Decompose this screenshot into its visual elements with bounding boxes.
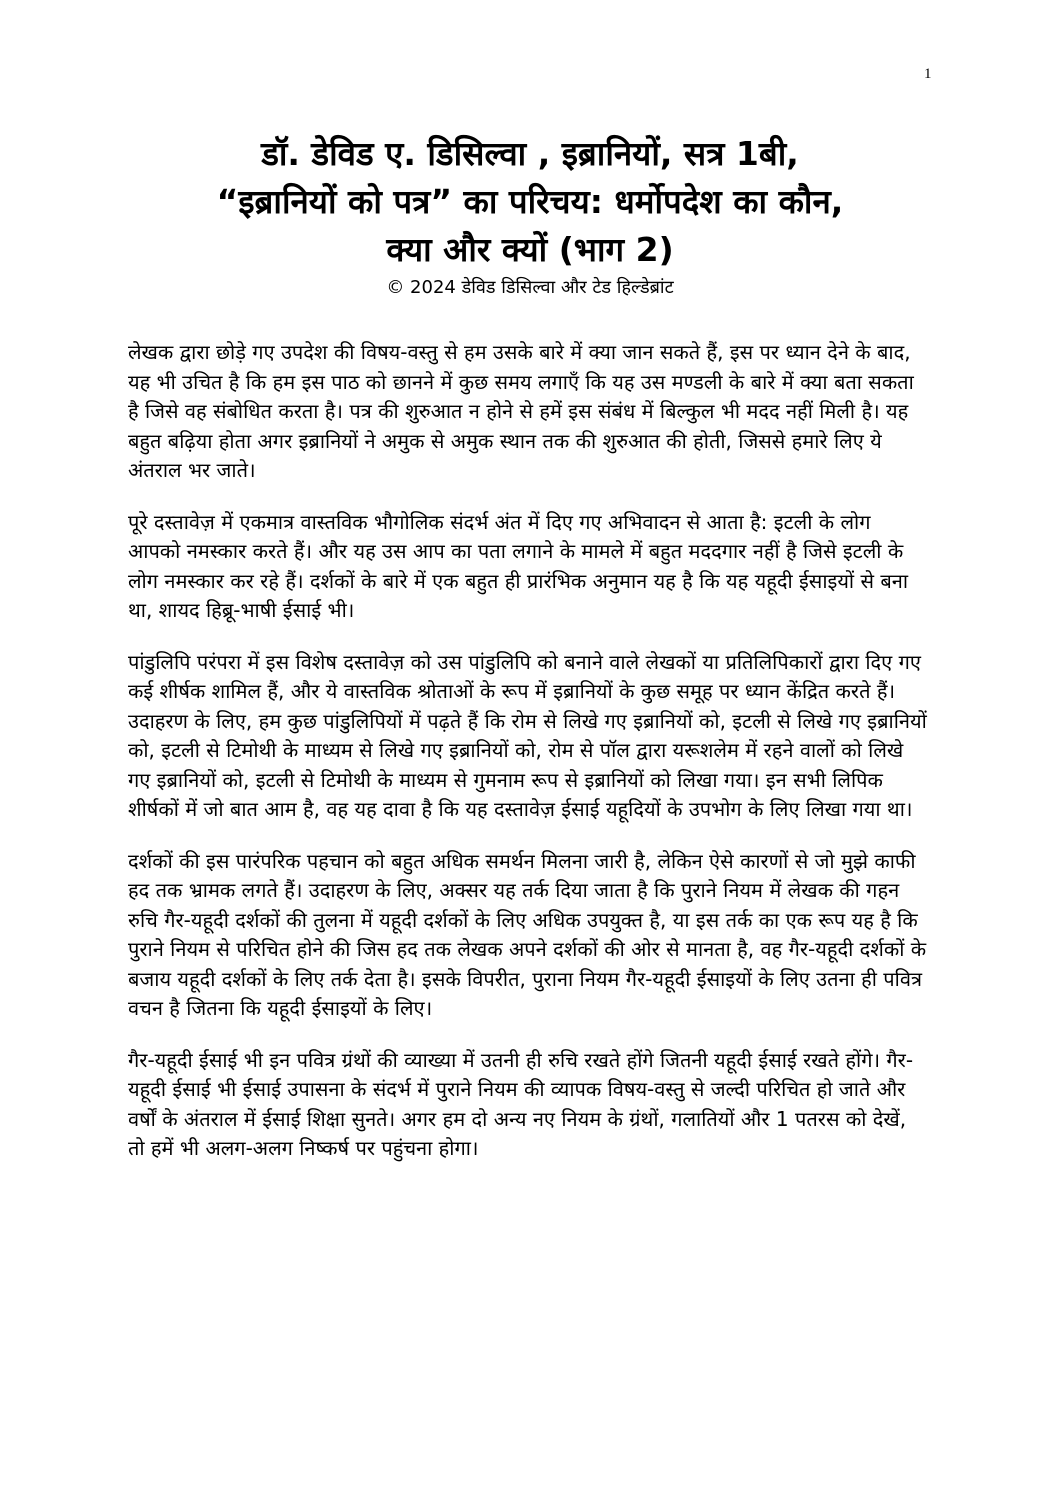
document-title: [120, 130, 940, 274]
paragraph: गैर-यहूदी ईसाई भी इन पवित्र ग्रंथों की व्याख्या में उतनी ही रुचि रखते होंगे जितनी यहूदी ईसाई रखते होंगे। गैर-यहूदी ईसाई भी ईसाई उपासना के संदर्भ में पुराने नियम की व्यापक विषय-वस्तु से जल्दी परिचित हो जाते और वर्षों के अंतराल में ईसाई शिक्षा सुनते। अगर हम दो अन्य नए नियम के ग्रंथों, गलातियों और 1 पतरस को देखें, तो हमें भी अलग-अलग निष्कर्ष पर पहुंचना होगा।: [128, 1047, 914, 1160]
paragraph: पूरे दस्तावेज़ में एकमात्र वास्तविक भौगोलिक संदर्भ अंत में दिए गए अभिवादन से आता है: इटली के लोग आपको नमस्कार करते हैं। और यह उस आप का पता लगाने के मामले में बहुत मददगार नहीं है जिसे इटली के लोग नमस्कार कर रहे हैं। दर्शकों के बारे में एक बहुत ही प्रारंभिक अनुमान यह है कि यह यहूदी ईसाइयों से बना था, शायद हिब्रू-भाषी ईसाई भी।: [128, 509, 909, 622]
document-header: [120, 130, 940, 300]
page-number: 1: [924, 66, 932, 82]
title-line-2: “इब्रानियों को पत्र” का परिचय: धर्मोपदेश का कौन,: [216, 182, 844, 221]
copyright-notice: © 2024 डेविड डिसिल्वा और टेड हिल्डेब्रांट: [386, 277, 674, 298]
document-body: [128, 338, 928, 1186]
paragraph: लेखक द्वारा छोड़े गए उपदेश की विषय-वस्तु से हम उसके बारे में क्या जान सकते हैं, इस पर ध्यान देने के बाद, यह भी उचित है कि हम इस पाठ को छानने में कुछ समय लगाएँ कि यह उस मण्डली के बारे में क्या बता सकता है जिसे वह संबोधित करता है। पत्र की शुरुआत न होने से हमें इस संबंध में बिल्कुल भी मदद नहीं मिली है। यह बहुत बढ़िया होता अगर इब्रानियों ने अमुक से अमुक स्थान तक की शुरुआत की होती, जिससे हमारे लिए ये अंतराल भर जाते।: [128, 340, 914, 482]
title-line-3: क्या और क्यों (भाग 2): [386, 230, 674, 269]
paragraph: दर्शकों की इस पारंपरिक पहचान को बहुत अधिक समर्थन मिलना जारी है, लेकिन ऐसे कारणों से जो मुझे काफी हद तक भ्रामक लगते हैं। उदाहरण के लिए, अक्सर यह तर्क दिया जाता है कि पुराने नियम में लेखक की गहन रुचि गैर-यहूदी दर्शकों की तुलना में यहूदी दर्शकों के लिए अधिक उपयुक्त है, या इस तर्क का एक रूप यह है कि पुराने नियम से परिचित होने की जिस हद तक लेखक अपने दर्शकों की ओर से मानता है, वह गैर-यहूदी दर्शकों के बजाय यहूदी दर्शकों के लिए तर्क देता है। इसके विपरीत, पुराना नियम गैर-यहूदी ईसाइयों के लिए उतना ही पवित्र वचन है जितना कि यहूदी ईसाइयों के लिए।: [128, 848, 927, 1020]
paragraph: पांडुलिपि परंपरा में इस विशेष दस्तावेज़ को उस पांडुलिपि को बनाने वाले लेखकों या प्रतिलिपिकारों द्वारा दिए गए कई शीर्षक शामिल हैं, और ये वास्तविक श्रोताओं के रूप में इब्रानियों के कुछ समूह पर ध्यान केंद्रित करते हैं। उदाहरण के लिए, हम कुछ पांडुलिपियों में पढ़ते हैं कि रोम से लिखे गए इब्रानियों को, इटली से लिखे गए इब्रानियों को, इटली से टिमोथी के माध्यम से लिखे गए इब्रानियों को, रोम से पॉल द्वारा यरूशलेम में रहने वालों को लिखे गए इब्रानियों को, इटली से टिमोथी के माध्यम से गुमनाम रूप से इब्रानियों को लिखा गया। इन सभी लिपिक शीर्षकों में जो बात आम है, वह यह दावा है कि यह दस्तावेज़ ईसाई यहूदियों के उपभोग के लिए लिखा गया था।: [128, 649, 927, 821]
title-line-1: डॉ. डेविड ए. डिसिल्वा , इब्रानियों, सत्र 1बी,: [261, 134, 799, 173]
